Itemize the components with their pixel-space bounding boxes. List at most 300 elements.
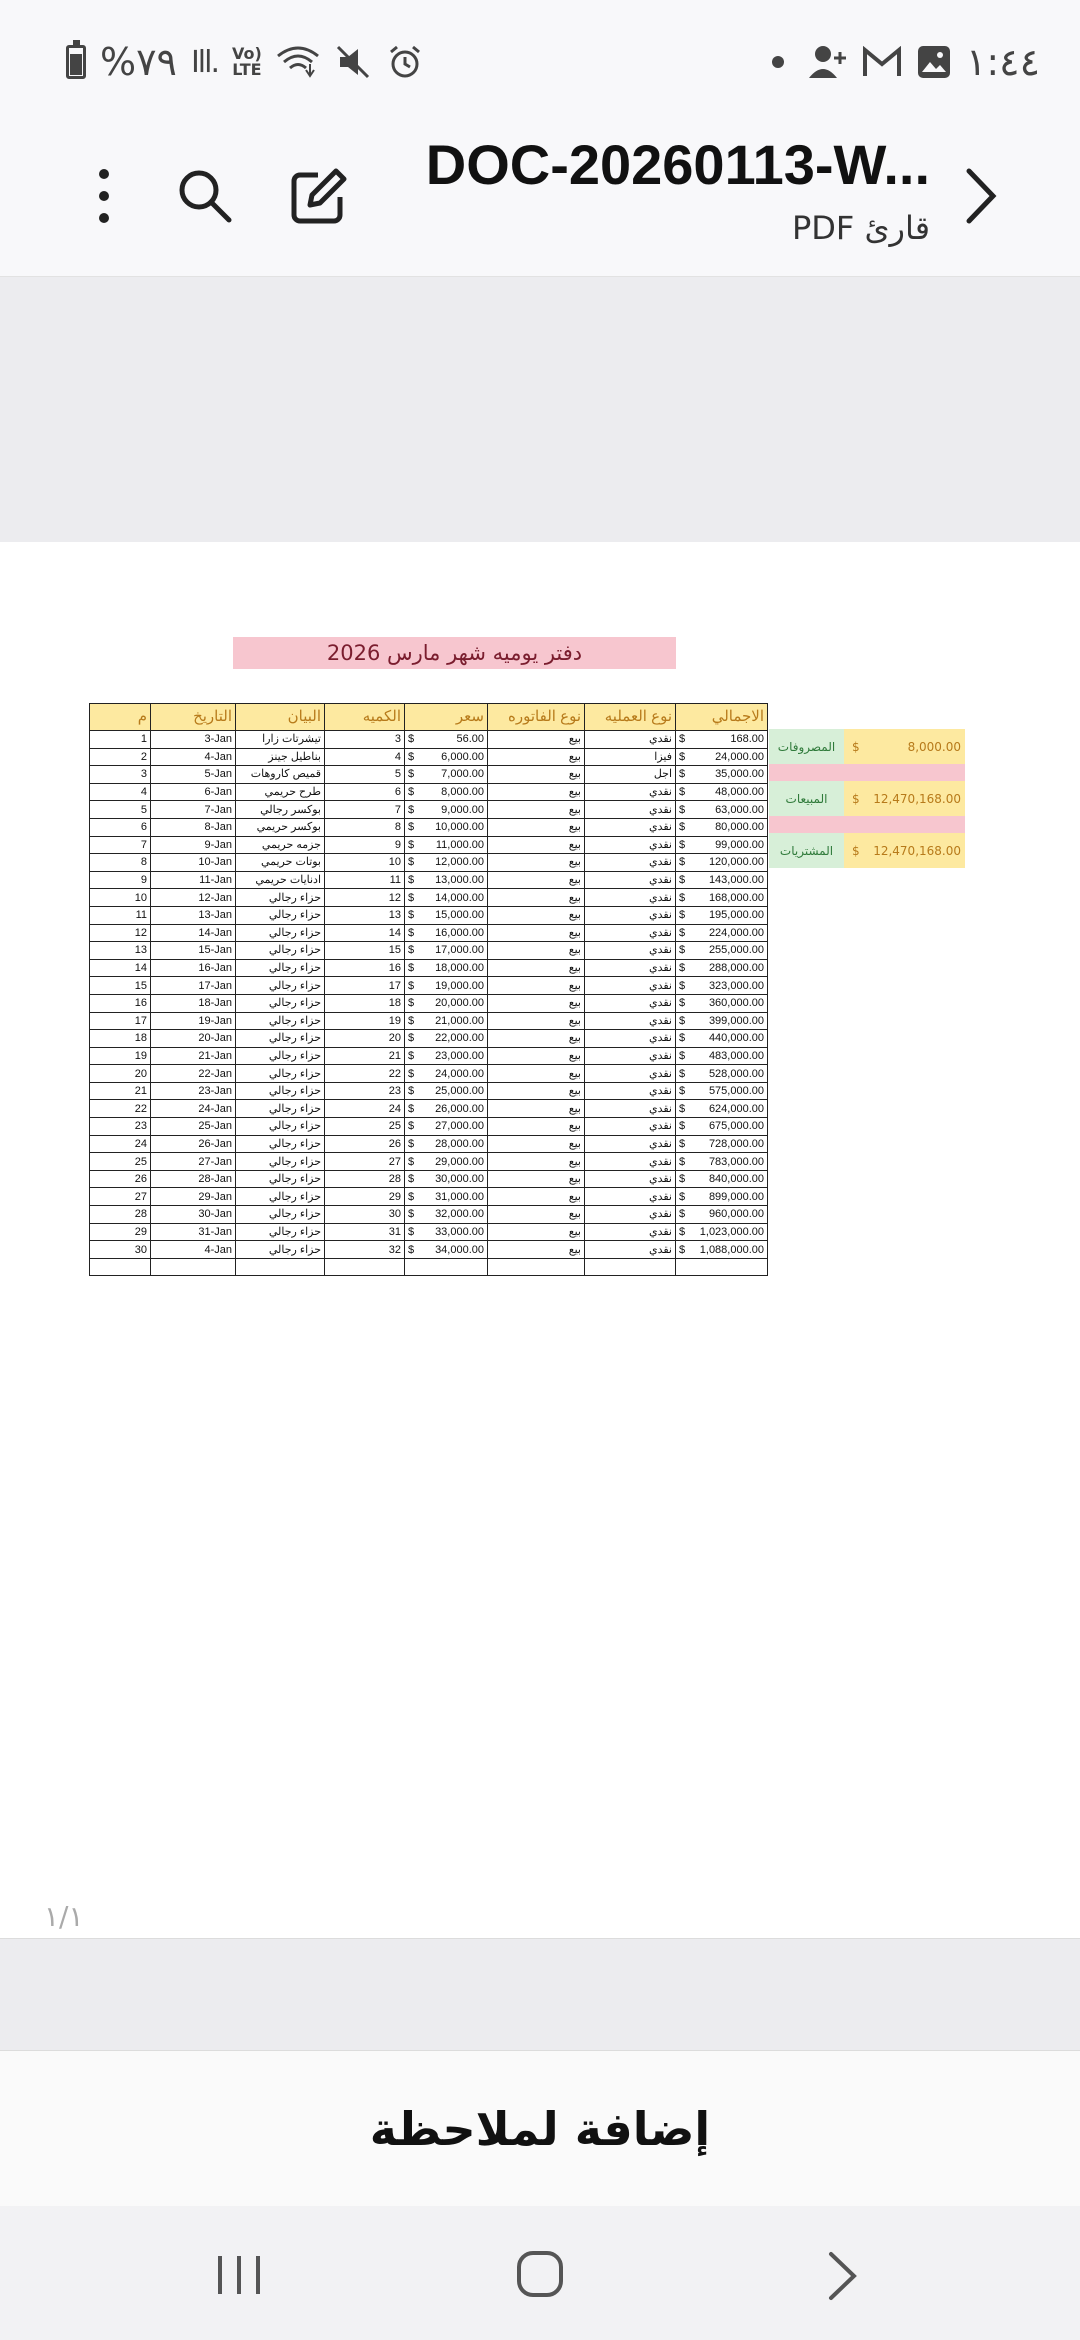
cell-value: 23,000.00	[435, 1049, 484, 1062]
row-price	[405, 1030, 488, 1048]
row-price	[405, 942, 488, 960]
empty-cell	[151, 1258, 236, 1276]
row-operation-type: نقدي	[585, 854, 676, 872]
row-description: قميص كاروهات	[236, 766, 325, 784]
title-block	[320, 132, 930, 247]
row-operation-type: نقدي	[585, 1012, 676, 1030]
summary-value: 8,000.00	[907, 739, 961, 754]
header-price: سعر	[405, 704, 488, 731]
row-operation-type: نقدي	[585, 1047, 676, 1065]
row-date: 5-Jan	[151, 766, 236, 784]
table-body	[90, 731, 768, 1276]
currency-symbol: $	[679, 786, 686, 799]
row-index: 6	[90, 818, 151, 836]
cell-value: 21,000.00	[435, 1014, 484, 1027]
currency-symbol: $	[408, 1155, 415, 1168]
row-price	[405, 818, 488, 836]
row-invoice-type: بيع	[488, 977, 585, 995]
table-row	[90, 836, 768, 854]
currency-symbol: $	[679, 1137, 686, 1150]
cell-value: 624,000.00	[708, 1102, 764, 1115]
currency-symbol: $	[408, 1102, 415, 1115]
row-date: 26-Jan	[151, 1135, 236, 1153]
row-invoice-type: بيع	[488, 783, 585, 801]
row-operation-type: نقدي	[585, 1135, 676, 1153]
cell-value: 440,000.00	[708, 1032, 764, 1045]
row-index: 21	[90, 1082, 151, 1100]
row-total	[676, 783, 768, 801]
table-row	[90, 748, 768, 766]
row-operation-type: نقدي	[585, 783, 676, 801]
cell-value: 26,000.00	[435, 1102, 484, 1115]
row-index: 11	[90, 906, 151, 924]
row-price	[405, 1065, 488, 1083]
row-description: جزمه حريمي	[236, 836, 325, 854]
add-note-bar[interactable]	[0, 2050, 1080, 2206]
row-qty: 19	[325, 1012, 405, 1030]
currency-symbol: $	[408, 944, 415, 957]
summary-value-cell	[844, 781, 965, 816]
row-index: 19	[90, 1047, 151, 1065]
currency-symbol: $	[408, 856, 415, 869]
row-qty: 22	[325, 1065, 405, 1083]
table-row	[90, 1065, 768, 1083]
summary-panel	[769, 729, 965, 868]
row-invoice-type: بيع	[488, 1012, 585, 1030]
currency-symbol: $	[679, 1225, 686, 1238]
row-invoice-type: بيع	[488, 1153, 585, 1171]
currency-symbol: $	[408, 750, 415, 763]
table-row	[90, 818, 768, 836]
row-total	[676, 1065, 768, 1083]
cell-value: 1,023,000.00	[699, 1225, 764, 1238]
currency-symbol: $	[679, 891, 686, 904]
row-total	[676, 889, 768, 907]
table-row	[90, 906, 768, 924]
row-operation-type: نقدي	[585, 1030, 676, 1048]
row-total	[676, 942, 768, 960]
row-date: 30-Jan	[151, 1206, 236, 1224]
row-operation-type: نقدي	[585, 818, 676, 836]
table-row	[90, 977, 768, 995]
cell-value: 34,000.00	[435, 1243, 484, 1256]
currency-symbol: $	[408, 733, 415, 746]
row-date: 20-Jan	[151, 1030, 236, 1048]
cell-value: 143,000.00	[708, 874, 764, 887]
mute-icon	[334, 43, 372, 81]
row-index: 16	[90, 994, 151, 1012]
currency-symbol: $	[408, 1243, 415, 1256]
cell-value: 6,000.00	[441, 750, 484, 763]
currency-symbol: $	[679, 874, 686, 887]
row-invoice-type: بيع	[488, 748, 585, 766]
currency-symbol: $	[408, 1049, 415, 1062]
row-description: حزاء رجالي	[236, 924, 325, 942]
row-operation-type: نقدي	[585, 889, 676, 907]
row-index: 25	[90, 1153, 151, 1171]
currency-symbol: $	[679, 1243, 686, 1256]
row-description: حزاء رجالي	[236, 959, 325, 977]
cell-value: 1,088,000.00	[699, 1243, 764, 1256]
row-total	[676, 1047, 768, 1065]
row-price	[405, 871, 488, 889]
row-date: 16-Jan	[151, 959, 236, 977]
cell-value: 899,000.00	[708, 1190, 764, 1203]
row-total	[676, 1170, 768, 1188]
currency-symbol: $	[679, 1120, 686, 1133]
row-date: 17-Jan	[151, 977, 236, 995]
status-right	[772, 36, 1040, 88]
row-total	[676, 1118, 768, 1136]
currency-symbol: $	[679, 1102, 686, 1115]
row-total	[676, 1030, 768, 1048]
row-description: تيشرتات زارا	[236, 731, 325, 749]
currency-symbol: $	[679, 979, 686, 992]
currency-symbol: $	[852, 739, 860, 754]
row-invoice-type: بيع	[488, 854, 585, 872]
cell-value: 24,000.00	[435, 1067, 484, 1080]
row-description: بوكسر رجالي	[236, 801, 325, 819]
row-date: 7-Jan	[151, 801, 236, 819]
row-date: 12-Jan	[151, 889, 236, 907]
currency-symbol: $	[679, 1155, 686, 1168]
row-total	[676, 1082, 768, 1100]
system-navigation-bar	[0, 2206, 1080, 2340]
cell-value: 35,000.00	[715, 768, 764, 781]
row-description: حزاء رجالي	[236, 1241, 325, 1259]
row-total	[676, 1012, 768, 1030]
row-description: طرح حريمي	[236, 783, 325, 801]
cell-value: 30,000.00	[435, 1173, 484, 1186]
cell-value: 195,000.00	[708, 909, 764, 922]
alarm-icon	[386, 43, 424, 81]
row-operation-type: نقدي	[585, 1206, 676, 1224]
cell-value: 10,000.00	[435, 821, 484, 834]
cell-value: 33,000.00	[435, 1225, 484, 1238]
cell-value: 120,000.00	[708, 856, 764, 869]
row-qty: 16	[325, 959, 405, 977]
row-total	[676, 1223, 768, 1241]
row-index: 28	[90, 1206, 151, 1224]
summary-label: المبيعات	[769, 781, 844, 816]
row-date: 27-Jan	[151, 1153, 236, 1171]
empty-cell	[90, 1258, 151, 1276]
row-total	[676, 1206, 768, 1224]
row-price	[405, 1241, 488, 1259]
table-row-empty	[90, 1258, 768, 1276]
summary-divider	[769, 764, 965, 781]
row-total	[676, 924, 768, 942]
row-qty: 5	[325, 766, 405, 784]
cell-value: 48,000.00	[715, 786, 764, 799]
currency-symbol: $	[679, 944, 686, 957]
row-invoice-type: بيع	[488, 731, 585, 749]
empty-cell	[488, 1258, 585, 1276]
cell-value: 168,000.00	[708, 891, 764, 904]
row-date: 4-Jan	[151, 748, 236, 766]
row-qty: 8	[325, 818, 405, 836]
row-total	[676, 871, 768, 889]
row-qty: 23	[325, 1082, 405, 1100]
row-operation-type: نقدي	[585, 1100, 676, 1118]
row-date: 28-Jan	[151, 1170, 236, 1188]
row-description: حزاء رجالي	[236, 977, 325, 995]
row-invoice-type: بيع	[488, 1065, 585, 1083]
row-operation-type: نقدي	[585, 1241, 676, 1259]
currency-symbol: $	[408, 1173, 415, 1186]
row-operation-type: نقدي	[585, 871, 676, 889]
table-row	[90, 1170, 768, 1188]
row-index: 29	[90, 1223, 151, 1241]
currency-symbol: $	[852, 843, 860, 858]
currency-symbol: $	[408, 997, 415, 1010]
row-description: حزاء رجالي	[236, 1135, 325, 1153]
cell-value: 8,000.00	[441, 786, 484, 799]
cell-value: 483,000.00	[708, 1049, 764, 1062]
row-description: بوتات حريمي	[236, 854, 325, 872]
cell-value: 13,000.00	[435, 874, 484, 887]
row-operation-type: فيزا	[585, 748, 676, 766]
row-price	[405, 977, 488, 995]
row-invoice-type: بيع	[488, 906, 585, 924]
cell-value: 323,000.00	[708, 979, 764, 992]
add-contact-icon	[808, 44, 848, 80]
row-date: 21-Jan	[151, 1047, 236, 1065]
table-row	[90, 1012, 768, 1030]
cell-value: 18,000.00	[435, 962, 484, 975]
row-date: 9-Jan	[151, 836, 236, 854]
cell-value: 399,000.00	[708, 1014, 764, 1027]
row-qty: 9	[325, 836, 405, 854]
row-date: 6-Jan	[151, 783, 236, 801]
row-description: حزاء رجالي	[236, 1223, 325, 1241]
row-invoice-type: بيع	[488, 994, 585, 1012]
currency-symbol: $	[408, 1120, 415, 1133]
summary-purchases	[769, 833, 965, 868]
row-operation-type: نقدي	[585, 836, 676, 854]
clock: ١:٤٤	[965, 40, 1040, 84]
currency-symbol: $	[679, 733, 686, 746]
add-note-button[interactable]: إضافة لملاحظة	[369, 2101, 711, 2156]
row-index: 17	[90, 1012, 151, 1030]
currency-symbol: $	[679, 1032, 686, 1045]
row-qty: 18	[325, 994, 405, 1012]
cell-value: 17,000.00	[435, 944, 484, 957]
row-qty: 10	[325, 854, 405, 872]
table-row	[90, 1206, 768, 1224]
summary-expenses	[769, 729, 965, 764]
row-total	[676, 766, 768, 784]
row-invoice-type: بيع	[488, 836, 585, 854]
empty-cell	[405, 1258, 488, 1276]
back-icon[interactable]	[826, 2250, 860, 2302]
row-index: 30	[90, 1241, 151, 1259]
table-row	[90, 889, 768, 907]
row-operation-type: نقدي	[585, 977, 676, 995]
empty-cell	[585, 1258, 676, 1276]
cell-value: 12,000.00	[435, 856, 484, 869]
status-bar	[0, 0, 1080, 120]
table-row	[90, 942, 768, 960]
row-date: 22-Jan	[151, 1065, 236, 1083]
app-subtitle: قارئ PDF	[791, 209, 930, 247]
currency-symbol: $	[408, 1032, 415, 1045]
currency-symbol: $	[408, 1208, 415, 1221]
cell-value: 28,000.00	[435, 1137, 484, 1150]
row-date: 23-Jan	[151, 1082, 236, 1100]
currency-symbol: $	[408, 768, 415, 781]
row-invoice-type: بيع	[488, 1047, 585, 1065]
header-operation-type: نوع العمليه	[585, 704, 676, 731]
notification-dot-icon	[772, 56, 784, 68]
currency-symbol: $	[679, 750, 686, 763]
more-options-icon[interactable]	[84, 154, 124, 238]
row-invoice-type: بيع	[488, 1170, 585, 1188]
row-date: 15-Jan	[151, 942, 236, 960]
currency-symbol: $	[408, 1190, 415, 1203]
row-total	[676, 801, 768, 819]
row-invoice-type: بيع	[488, 1082, 585, 1100]
row-qty: 13	[325, 906, 405, 924]
recent-apps-icon[interactable]	[216, 2254, 262, 2296]
table-row	[90, 766, 768, 784]
empty-cell	[236, 1258, 325, 1276]
row-operation-type: نقدي	[585, 959, 676, 977]
row-description: بناطيل جينز	[236, 748, 325, 766]
row-date: 25-Jan	[151, 1118, 236, 1136]
table-row	[90, 1223, 768, 1241]
row-index: 13	[90, 942, 151, 960]
row-price	[405, 906, 488, 924]
row-invoice-type: بيع	[488, 818, 585, 836]
summary-sales	[769, 781, 965, 816]
currency-symbol: $	[408, 891, 415, 904]
cell-value: 80,000.00	[715, 821, 764, 834]
row-description: حزاء رجالي	[236, 889, 325, 907]
row-qty: 29	[325, 1188, 405, 1206]
row-index: 4	[90, 783, 151, 801]
table-row	[90, 1153, 768, 1171]
currency-symbol: $	[408, 803, 415, 816]
row-price	[405, 1223, 488, 1241]
table-row	[90, 731, 768, 749]
row-operation-type: نقدي	[585, 1223, 676, 1241]
table-row	[90, 994, 768, 1012]
search-icon[interactable]	[170, 156, 240, 236]
summary-value: 12,470,168.00	[873, 791, 961, 806]
row-price	[405, 1082, 488, 1100]
row-description: حزاء رجالي	[236, 1118, 325, 1136]
cell-value: 783,000.00	[708, 1155, 764, 1168]
currency-symbol: $	[408, 874, 415, 887]
back-chevron-icon[interactable]	[956, 154, 1006, 238]
status-left	[66, 36, 424, 88]
row-qty: 27	[325, 1153, 405, 1171]
currency-symbol: $	[408, 979, 415, 992]
table-row	[90, 1241, 768, 1259]
row-total	[676, 854, 768, 872]
cell-value: 29,000.00	[435, 1155, 484, 1168]
gallery-icon	[916, 44, 952, 80]
row-price	[405, 1012, 488, 1030]
viewer-background-bottom	[0, 1938, 1080, 2050]
row-total	[676, 1188, 768, 1206]
currency-symbol: $	[408, 838, 415, 851]
row-index: 1	[90, 731, 151, 749]
row-qty: 26	[325, 1135, 405, 1153]
header-description: البيان	[236, 704, 325, 731]
row-price	[405, 783, 488, 801]
row-date: 4-Jan	[151, 1241, 236, 1259]
row-total	[676, 994, 768, 1012]
table-row	[90, 1118, 768, 1136]
cell-value: 575,000.00	[708, 1085, 764, 1098]
row-operation-type: نقدي	[585, 1153, 676, 1171]
cell-value: 9,000.00	[441, 803, 484, 816]
row-qty: 11	[325, 871, 405, 889]
header-total: الاجمالي	[676, 704, 768, 731]
row-price	[405, 766, 488, 784]
row-description: حزاء رجالي	[236, 1012, 325, 1030]
currency-symbol: $	[408, 962, 415, 975]
currency-symbol: $	[408, 1067, 415, 1080]
currency-symbol: $	[408, 1014, 415, 1027]
row-date: 19-Jan	[151, 1012, 236, 1030]
row-date: 11-Jan	[151, 871, 236, 889]
table-row	[90, 783, 768, 801]
home-icon[interactable]	[516, 2250, 564, 2298]
cell-value: 528,000.00	[708, 1067, 764, 1080]
row-qty: 7	[325, 801, 405, 819]
row-qty: 14	[325, 924, 405, 942]
cell-value: 960,000.00	[708, 1208, 764, 1221]
row-qty: 32	[325, 1241, 405, 1259]
row-description: حزاء رجالي	[236, 1206, 325, 1224]
empty-cell	[325, 1258, 405, 1276]
row-date: 31-Jan	[151, 1223, 236, 1241]
row-description: حزاء رجالي	[236, 1030, 325, 1048]
header-qty: الكميه	[325, 704, 405, 731]
table-row	[90, 1047, 768, 1065]
row-price	[405, 959, 488, 977]
cell-value: 27,000.00	[435, 1120, 484, 1133]
row-qty: 17	[325, 977, 405, 995]
gmail-icon	[862, 46, 902, 78]
row-date: 3-Jan	[151, 731, 236, 749]
cell-value: 840,000.00	[708, 1173, 764, 1186]
row-invoice-type: بيع	[488, 889, 585, 907]
row-description: ادنايات حريمي	[236, 871, 325, 889]
cell-value: 24,000.00	[715, 750, 764, 763]
row-price	[405, 924, 488, 942]
summary-value-cell	[844, 729, 965, 764]
currency-symbol: $	[852, 791, 860, 806]
row-date: 29-Jan	[151, 1188, 236, 1206]
row-operation-type: نقدي	[585, 1170, 676, 1188]
currency-symbol: $	[679, 909, 686, 922]
row-description: حزاء رجالي	[236, 1065, 325, 1083]
row-invoice-type: بيع	[488, 1100, 585, 1118]
row-operation-type: نقدي	[585, 731, 676, 749]
row-price	[405, 994, 488, 1012]
currency-symbol: $	[679, 962, 686, 975]
row-invoice-type: بيع	[488, 1223, 585, 1241]
currency-symbol: $	[408, 786, 415, 799]
currency-symbol: $	[679, 768, 686, 781]
currency-symbol: $	[679, 1208, 686, 1221]
row-invoice-type: بيع	[488, 942, 585, 960]
row-price	[405, 1170, 488, 1188]
